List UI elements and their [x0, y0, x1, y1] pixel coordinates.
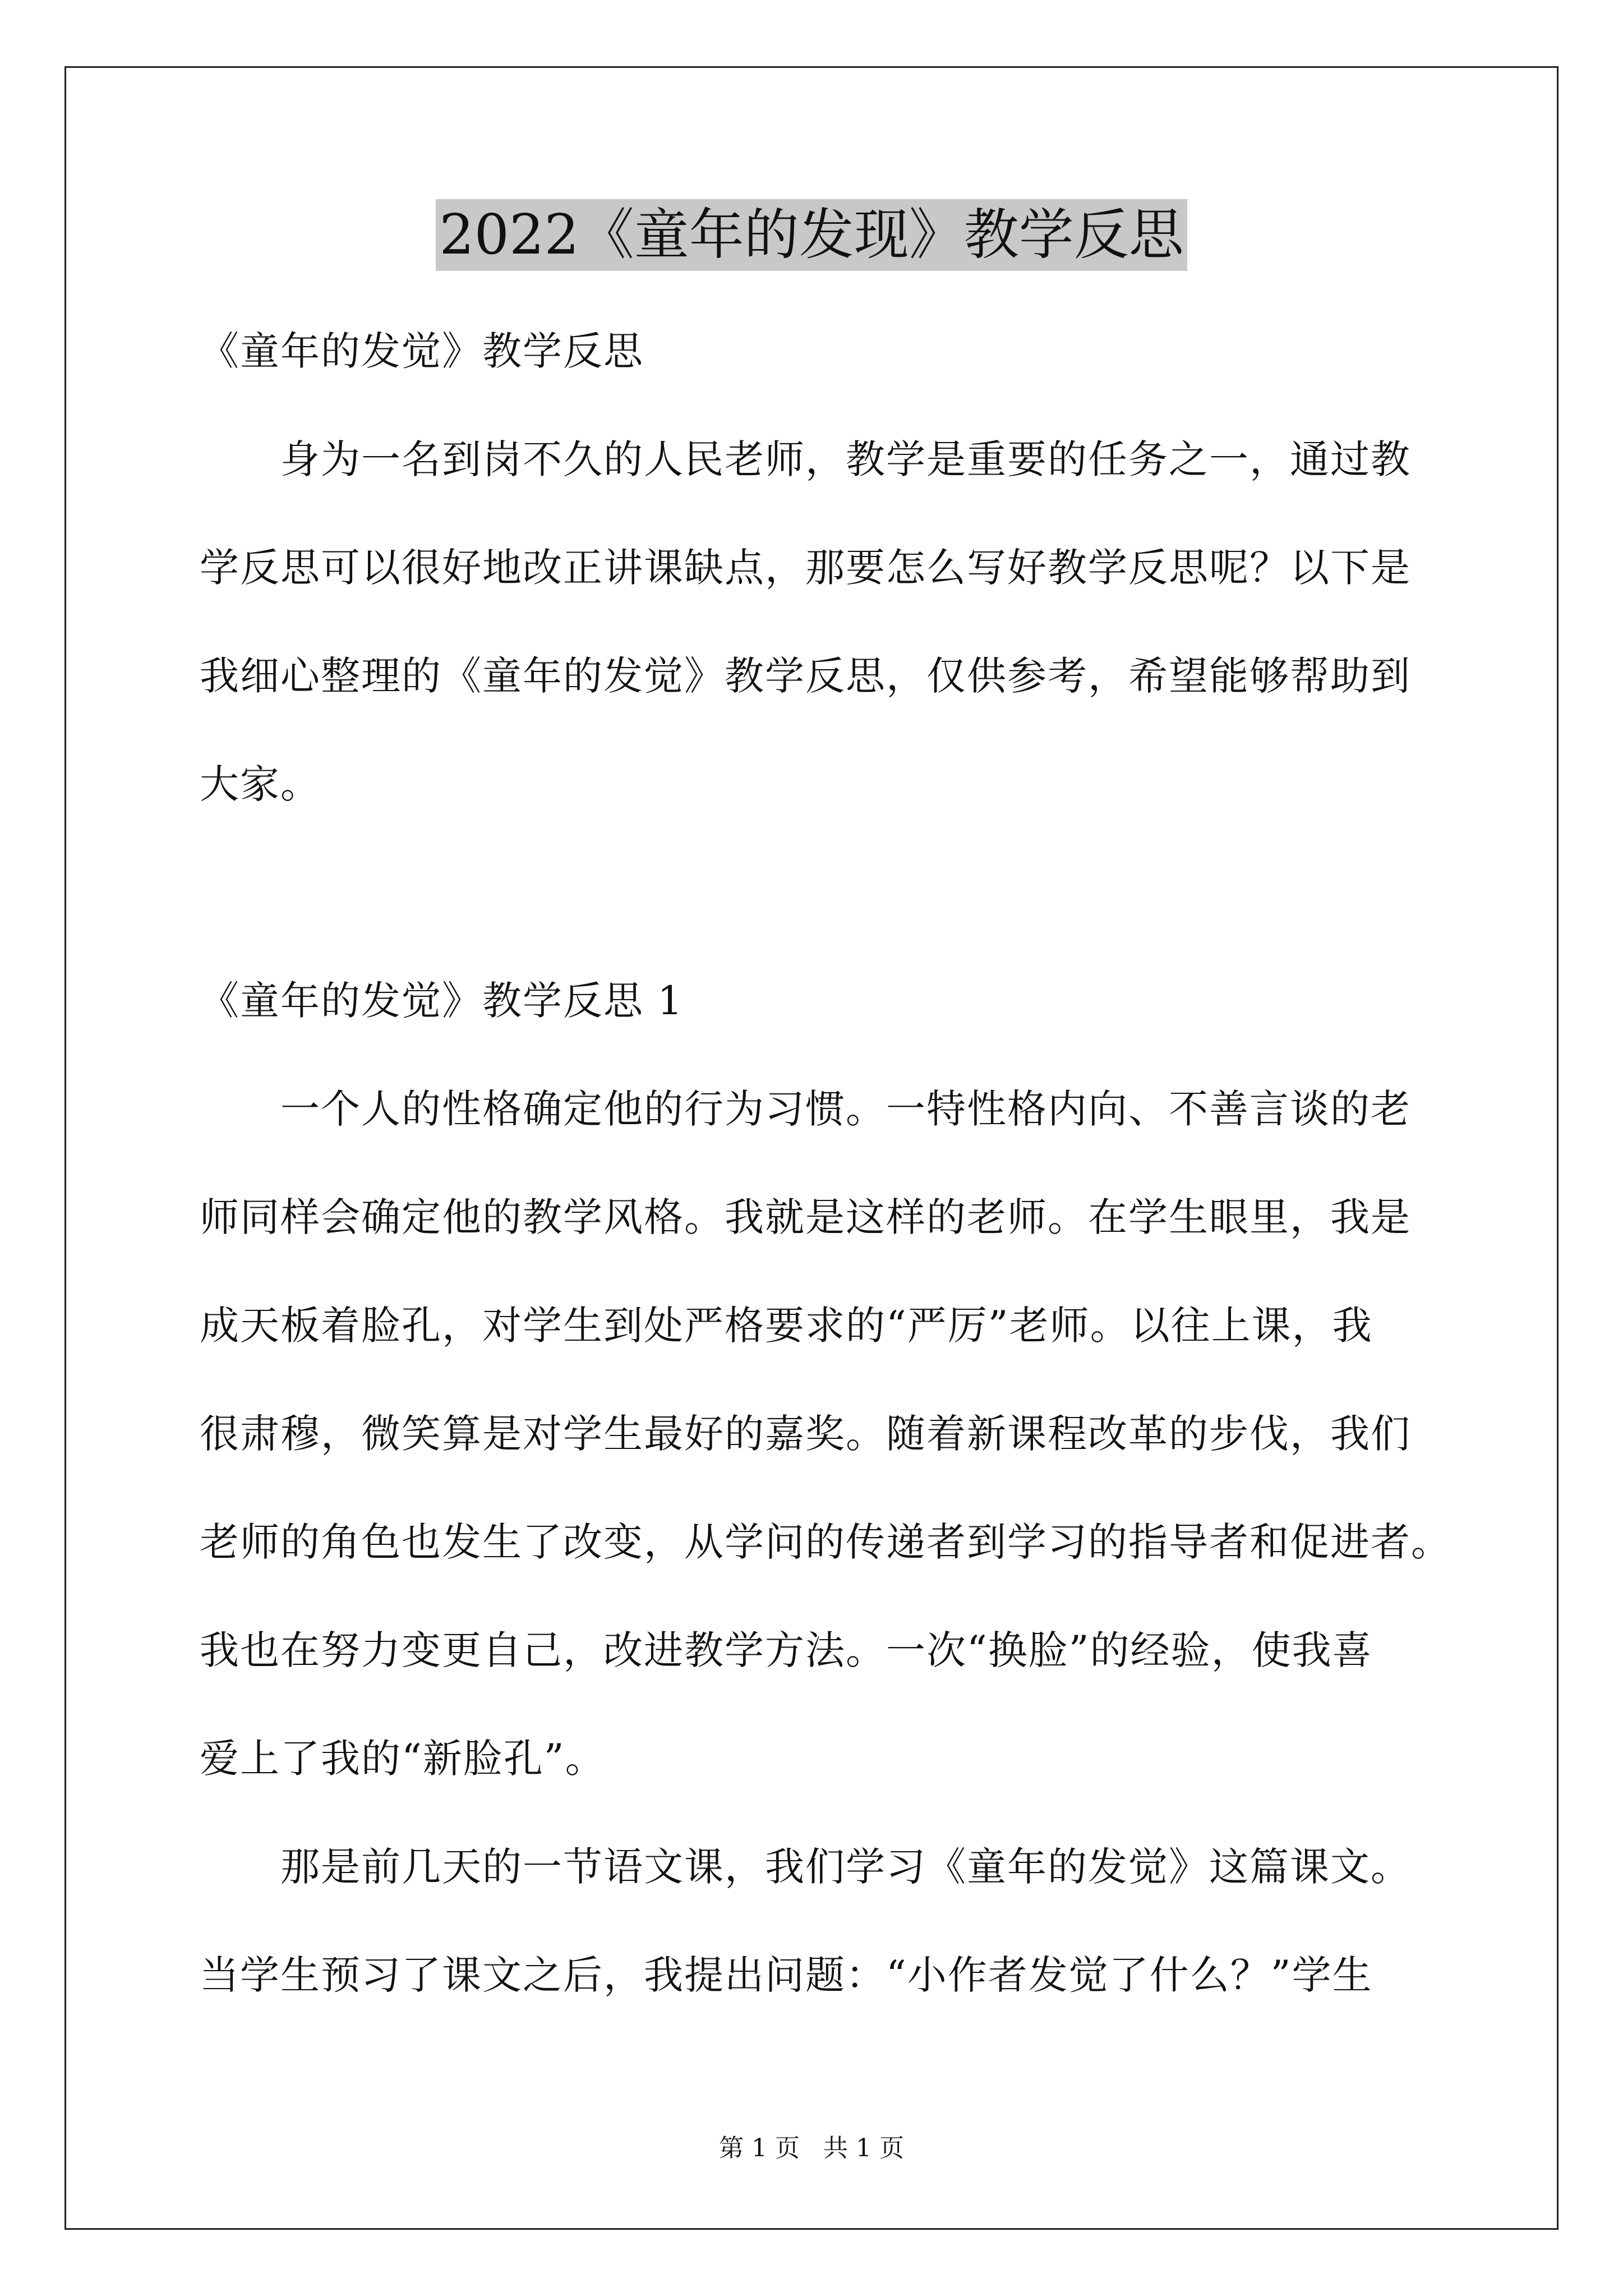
paragraph-line: 我也在努力变更自己，改进教学方法。一次“换脸”的经验，使我喜 [200, 1627, 1373, 1673]
section-heading: 《童年的发觉》教学反思 1 [200, 978, 684, 1024]
paragraph-line: 当学生预习了课文之后，我提出问题：“小作者发觉了什么？”学生 [200, 1952, 1373, 1998]
intro-paragraph [200, 406, 1433, 839]
paragraph-line: 一个人的性格确定他的行为习惯。一特性格内向、不善言谈的老 [280, 1086, 1411, 1132]
paragraph-line: 我细心整理的《童年的发觉》教学反思，仅供参考，希望能够帮助到 [200, 653, 1411, 699]
paragraph-line: 成天板着脸孔，对学生到处严格要求的“严厉”老师。以往上课，我 [200, 1303, 1373, 1349]
page-footer [0, 2132, 1623, 2165]
paragraph-line: 学反思可以很好地改正讲课缺点，那要怎么写好教学反思呢？以下是 [200, 545, 1411, 591]
document-title: 2022《童年的发现》教学反思 [436, 199, 1187, 271]
page-number: 第 1 页 [719, 2134, 800, 2162]
page-total: 共 1 页 [823, 2134, 904, 2162]
paragraph-line: 身为一名到岗不久的人民老师，教学是重要的任务之一，通过教 [280, 436, 1411, 482]
title-block [0, 199, 1623, 271]
blank-line [200, 839, 1433, 947]
paragraph-line: 很肃穆，微笑算是对学生最好的嘉奖。随着新课程改革的步伐，我们 [200, 1411, 1411, 1457]
document-subtitle: 《童年的发觉》教学反思 [200, 328, 644, 374]
paragraph-line: 师同样会确定他的教学风格。我就是这样的老师。在学生眼里，我是 [200, 1194, 1411, 1240]
section1-paragraph-2 [200, 1813, 1433, 2030]
paragraph-line: 爱上了我的“新脸孔”。 [200, 1736, 606, 1782]
paragraph-line: 老师的角色也发生了改变，从学问的传递者到学习的指导者和促进者。 [200, 1519, 1451, 1565]
paragraph-line: 那是前几天的一节语文课，我们学习《童年的发觉》这篇课文。 [280, 1844, 1411, 1890]
paragraph-line: 大家。 [200, 761, 321, 807]
document-body [200, 297, 1451, 2030]
section1-paragraph-1 [200, 1055, 1451, 1813]
